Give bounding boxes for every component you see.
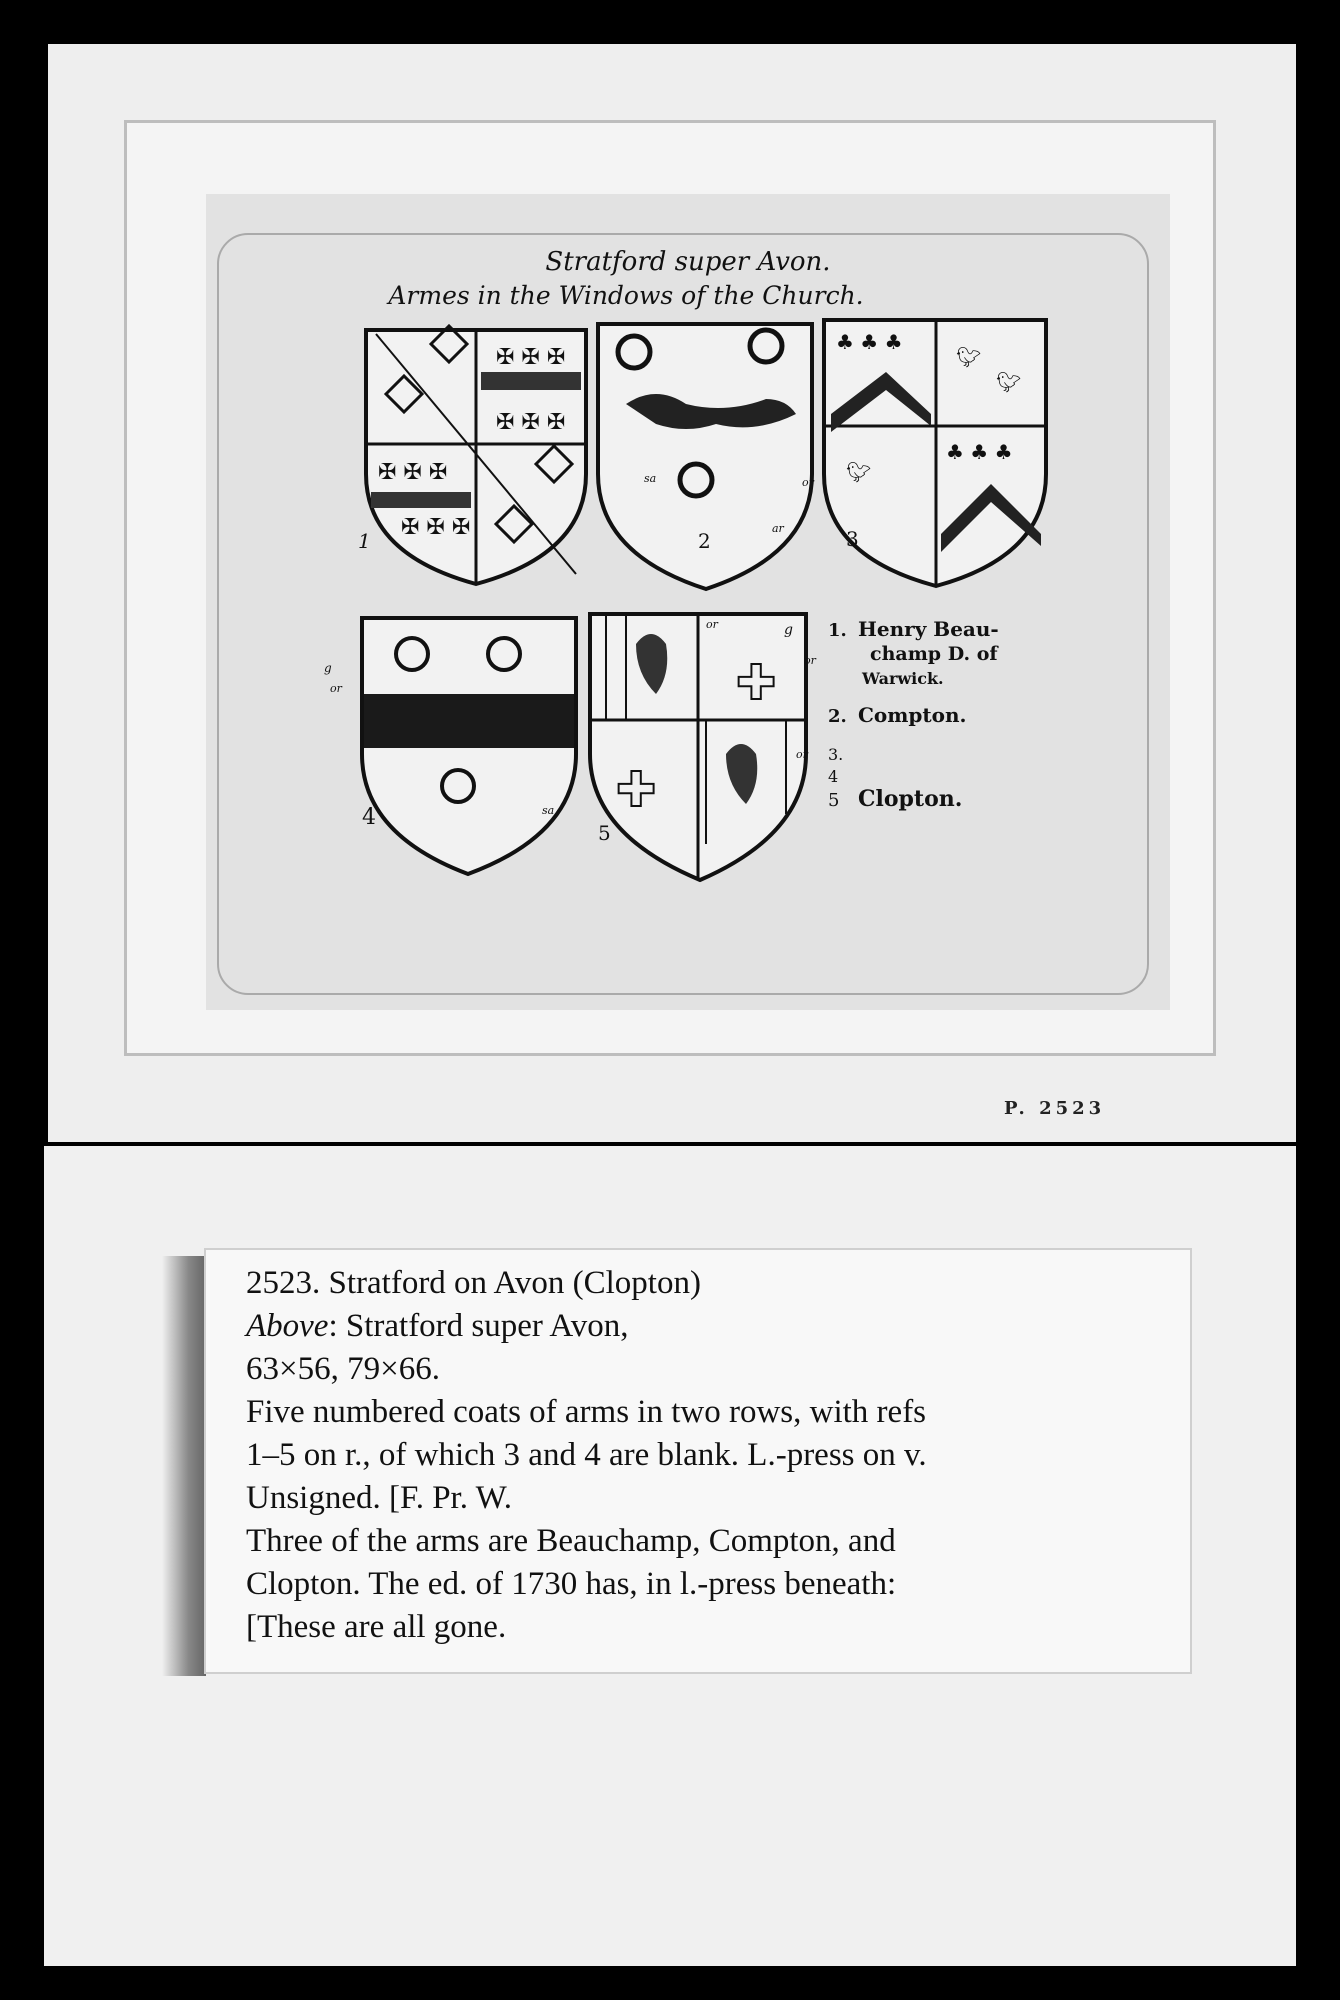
key-text-1: Henry Beau- [858,617,999,641]
shield-1 [358,326,586,584]
svg-text:🐦︎: 🐦︎ [846,460,872,484]
tincture-5-or-2: or [804,654,816,667]
svg-text:✚: ✚ [616,762,657,818]
svg-text:✠ ✠ ✠: ✠ ✠ ✠ [496,345,566,370]
engraving-print [206,194,1170,1010]
tincture-4-g: g [324,661,332,675]
svg-text:♣ ♣ ♣: ♣ ♣ ♣ [836,330,903,354]
shield-number-2: 2 [698,529,711,553]
tincture-5-or-3: or [796,748,808,761]
shield-number-1: 1 [358,529,371,553]
entry-dimensions: 63×56, 79×66. [246,1351,440,1387]
svg-text:🐦︎: 🐦︎ [996,370,1022,394]
tincture-2-ar: ar [772,522,784,535]
key-num-1: 1. [828,620,847,641]
key-num-2: 2. [828,706,847,727]
tincture-5-or: or [706,618,718,631]
above-label: Above [246,1308,329,1344]
key-text-5: Clopton. [858,786,963,812]
svg-text:♣ ♣ ♣: ♣ ♣ ♣ [946,440,1013,464]
svg-text:✠ ✠ ✠: ✠ ✠ ✠ [401,515,471,540]
entry-description-2: 1–5 on r., of which 3 and 4 are blank. L.-press on v. [246,1437,927,1473]
shield-number-3: 3 [846,527,859,551]
entry-description-1: Five numbered coats of arms in two rows, with refs [246,1394,927,1430]
heraldry-engraving [206,194,1170,1010]
svg-text:✠ ✠ ✠: ✠ ✠ ✠ [378,460,448,485]
svg-text:✚: ✚ [736,655,777,711]
tincture-2-sa: sa [644,472,657,485]
shield-2 [598,324,815,589]
shield-number-5: 5 [598,821,611,845]
shield-key [828,617,999,812]
shield-3 [824,320,1046,586]
svg-text:🐦︎: 🐦︎ [956,345,982,369]
svg-text:✠ ✠ ✠: ✠ ✠ ✠ [496,410,566,435]
shield-5 [590,614,817,880]
key-num-3: 3. [828,745,844,764]
tincture-5-g: g [784,622,793,638]
plate-number: P. 2523 [1004,1098,1106,1119]
print-title-line1: Stratford super Avon. [545,247,831,277]
tincture-4-sa: sa [542,804,555,817]
entry-heading: 2523. Stratford on Avon (Clopton) [246,1265,701,1301]
entry-above-line [246,1305,1176,1348]
tincture-2-or: or [802,476,814,489]
entry-note-1: Three of the arms are Beauchamp, Compton, and [246,1523,896,1559]
key-text-1b: champ D. of [870,643,998,665]
print-title-line2: Armes in the Windows of the Church. [388,281,864,310]
above-text: : Stratford super Avon, [328,1308,629,1344]
key-num-5: 5 [828,790,840,811]
key-text-1c: Warwick. [862,669,944,688]
entry-note-2: Clopton. The ed. of 1730 has, in l.-press beneath: [246,1566,897,1602]
label-shadow [162,1256,206,1676]
key-text-2: Compton. [858,703,967,727]
entry-signed: Unsigned. [F. Pr. W. [246,1480,512,1516]
shield-number-4: 4 [362,805,376,830]
key-num-4: 4 [828,767,839,786]
entry-note-3: [These are all gone. [246,1609,507,1645]
catalogue-entry [246,1262,1176,1649]
shield-4 [324,618,576,874]
tincture-4-or: or [330,682,342,695]
